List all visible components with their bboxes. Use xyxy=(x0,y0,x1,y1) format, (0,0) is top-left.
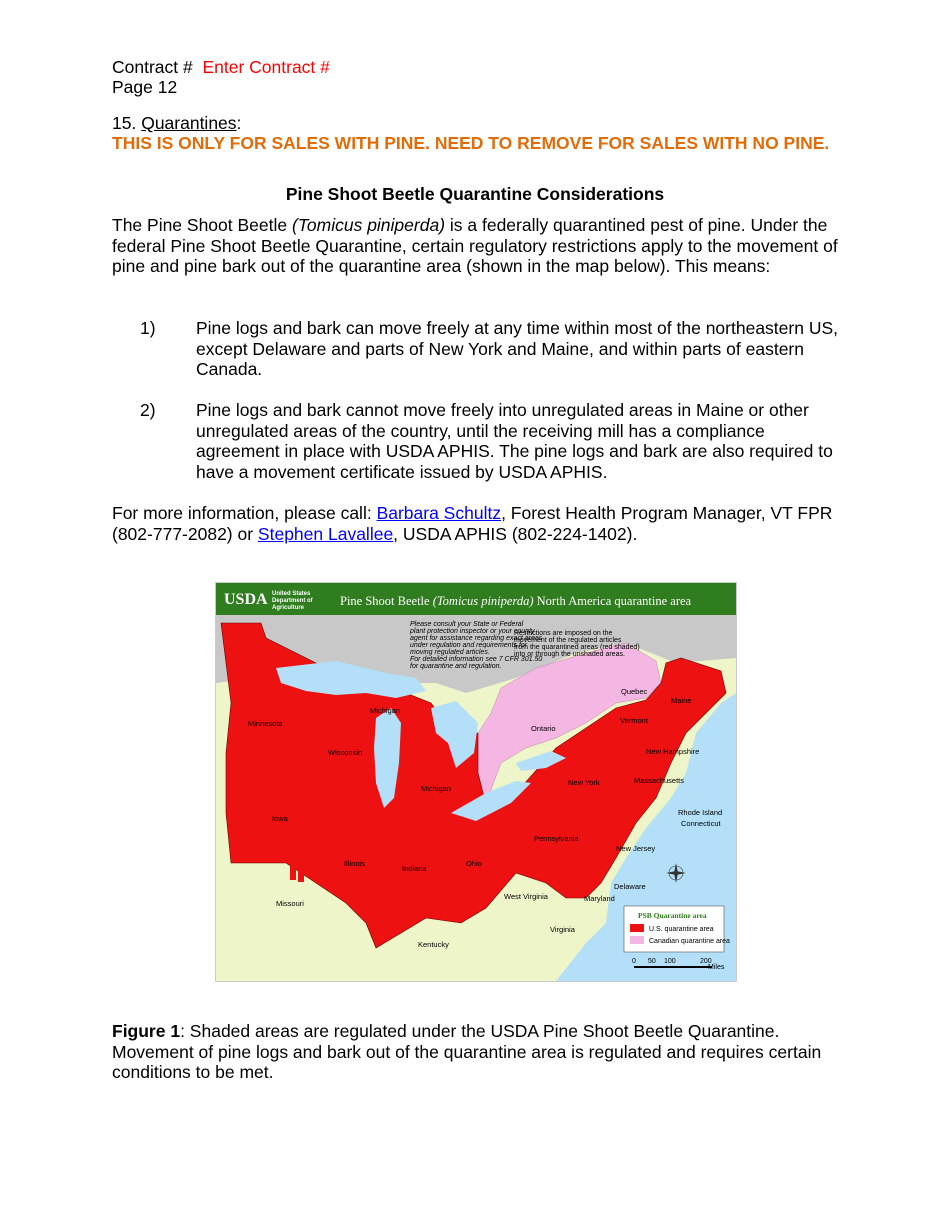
figure-caption: Figure 1: Shaded areas are regulated under the USDA Pine Shoot Beetle Quarantine. Movement of pine logs and bark out of the quarantine area is regulated and requires certain conditions to be met. xyxy=(112,1021,822,1082)
svg-text:U.S. quarantine area: U.S. quarantine area xyxy=(649,926,714,933)
state-label: Ohio xyxy=(466,859,482,868)
state-label: Maine xyxy=(671,696,692,705)
svg-text:Department of: Department of xyxy=(272,598,313,604)
latin-name: (Tomicus piniperda) xyxy=(291,215,446,235)
state-label: Wisconsin xyxy=(328,748,363,757)
state-label: Connecticut xyxy=(681,819,721,828)
pine-warning: THIS IS ONLY FOR SALES WITH PINE. NEED TO REMOVE FOR SALES WITH NO PINE. xyxy=(112,133,830,153)
legend-title: PSB Quarantine area xyxy=(638,911,707,920)
contract-line xyxy=(112,57,330,78)
page-number: Page 12 xyxy=(112,77,178,97)
state-label: Rhode Island xyxy=(678,808,723,817)
state-label: New Hampshire xyxy=(646,747,700,756)
state-label: Quebec xyxy=(621,687,648,696)
quarantine-map xyxy=(215,582,737,982)
stephen-lavallee-link[interactable]: Stephen Lavallee xyxy=(257,523,394,544)
svg-text:Miles: Miles xyxy=(708,964,725,971)
state-label: Vermont xyxy=(620,716,648,725)
state-label: Michigan xyxy=(421,784,452,793)
svg-text:Restrictions are imposed on th: Restrictions are imposed on the xyxy=(514,630,613,637)
intro-paragraph: The Pine Shoot Beetle (Tomicus piniperda) is a federally quarantined pest of pine. Under the federal Pine Shoot Beetle Quarantine, certain regulatory restrictions apply to the movement of pine and pine bark out of the quarantine area (shown in the map below). This means: xyxy=(112,215,838,276)
state-label: Kentucky xyxy=(418,940,449,949)
missouri-patch xyxy=(290,866,296,880)
state-label: Indiana xyxy=(402,864,427,873)
svg-text:200: 200 xyxy=(700,958,712,965)
svg-text:United States: United States xyxy=(272,591,311,597)
page-heading: Pine Shoot Beetle Quarantine Considerations xyxy=(285,184,665,204)
state-label: Delaware xyxy=(614,882,646,891)
section-title: 15. Quarantines: xyxy=(112,113,242,133)
svg-text:moving regulated articles.: moving regulated articles. xyxy=(410,649,490,656)
svg-text:Agriculture: Agriculture xyxy=(272,605,305,611)
contract-number-field[interactable]: Enter Contract # xyxy=(202,57,330,77)
barbara-schultz-link[interactable]: Barbara Schultz xyxy=(376,503,502,523)
contact-paragraph: For more information, please call: Barbara Schultz, Forest Health Program Manager, VT FPR (802-777-2082) or Stephen Lavallee, USDA APHIS (802-224-1402). xyxy=(112,503,833,544)
svg-text:under regulation and requireme: under regulation and requirements for xyxy=(410,642,528,649)
state-label: New York xyxy=(568,778,600,787)
state-label: Missouri xyxy=(276,899,304,908)
state-label: Massachusetts xyxy=(634,776,685,785)
state-label: Iowa xyxy=(272,814,288,823)
svg-text:into or through the unshaded a: into or through the unshaded areas. xyxy=(514,651,625,658)
state-label: Maryland xyxy=(584,894,615,903)
state-label: Virginia xyxy=(550,925,575,934)
state-label: Illinois xyxy=(344,859,365,868)
svg-text:Canadian quarantine area: Canadian quarantine area xyxy=(649,938,730,945)
state-label: Michigan xyxy=(370,706,401,715)
state-label: West Virginia xyxy=(504,892,548,901)
usda-logo: USDA xyxy=(224,591,268,608)
svg-text:Please consult your State or F: Please consult your State or Federal xyxy=(410,621,524,628)
state-label: Minnesota xyxy=(248,719,283,728)
state-label: Ontario xyxy=(531,724,556,733)
map-title: Pine Shoot Beetle (Tomicus piniperda) North America quarantine area xyxy=(340,594,692,608)
svg-text:50: 50 xyxy=(648,958,656,965)
svg-text:movement of the regulated arti: movement of the regulated articles xyxy=(514,637,622,644)
missouri-patch xyxy=(298,870,304,882)
svg-text:For detailed information see 7: For detailed information see 7 CFR 301.50 xyxy=(410,656,543,663)
svg-text:plant protection inspector or: plant protection inspector or your county xyxy=(410,628,535,635)
section-title-text: Quarantines xyxy=(141,113,237,133)
state-label: New Jersey xyxy=(616,844,656,853)
svg-text:0: 0 xyxy=(632,958,636,965)
svg-text:100: 100 xyxy=(664,958,676,965)
svg-text:for quarantine and regulation.: for quarantine and regulation. xyxy=(410,663,502,670)
svg-text:from the quarantined areas (re: from the quarantined areas (red shaded) xyxy=(514,644,640,651)
legend-swatch-canada xyxy=(630,936,644,944)
figure-label: Figure 1 xyxy=(112,1021,181,1041)
legend-swatch-us xyxy=(630,924,644,932)
state-label: Pennsylvania xyxy=(534,834,579,843)
svg-text:agent for assistance regarding: agent for assistance regarding exact areas xyxy=(410,635,543,642)
contract-label: Contract # xyxy=(112,57,193,77)
